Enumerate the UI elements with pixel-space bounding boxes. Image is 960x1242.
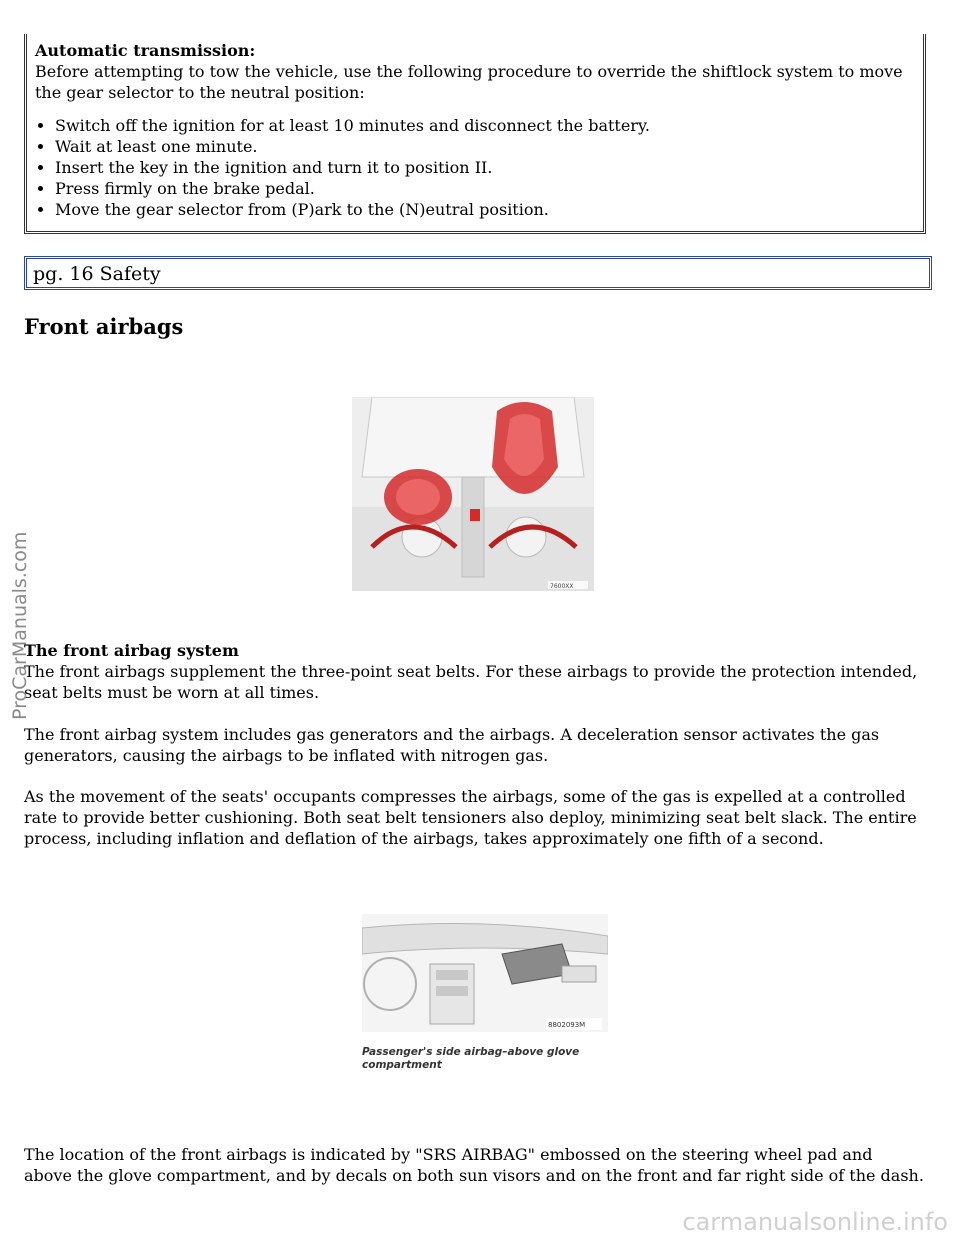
system-paragraph-3: As the movement of the seats' occupants compresses the airbags, some of the gas is expelled at a controlled rate to provide better cushioning. Both seat belt tensioners also deploy, minimizing seat belt slack. The entire process, including inflation and deflation of the airbags, takes approximately one fifth of a second. [24, 787, 917, 848]
footer-watermark: carmanualsonline.info [682, 1208, 948, 1236]
transmission-intro: Before attempting to tow the vehicle, use the following procedure to override the shiftlock system to move the gear selector to the neutral position: [35, 62, 903, 102]
location-section [24, 1144, 924, 1186]
system-paragraph-2-block [24, 724, 924, 766]
front-airbags-illustration [352, 397, 594, 591]
airbag-system-section [24, 640, 924, 703]
figure-caption: Passenger's side airbag–above glove compartment [362, 1046, 580, 1071]
page-header: pg. 16 Safety [24, 256, 932, 290]
list-item: • Wait at least one minute. [55, 136, 915, 157]
list-item: • Move the gear selector from (P)ark to the (N)eutral position. [55, 199, 915, 220]
location-paragraph: The location of the front airbags is indicated by "SRS AIRBAG" embossed on the steering wheel pad and above the glove compartment, and by decals on both sun visors and on the front and far right side of the dash. [24, 1145, 924, 1185]
automatic-transmission-box [24, 34, 926, 234]
transmission-heading: Automatic transmission: [35, 41, 256, 60]
system-paragraph-3-block [24, 786, 924, 849]
list-item: • Switch off the ignition for at least 10 minutes and disconnect the battery. [55, 115, 915, 136]
list-item: • Insert the key in the ignition and turn it to position II. [55, 157, 915, 178]
front-airbags-drawing [352, 397, 594, 591]
list-item: • Press firmly on the brake pedal. [55, 178, 915, 199]
figure-code: 7600XX [550, 583, 574, 590]
dashboard-drawing [362, 914, 608, 1032]
system-paragraph-2: The front airbag system includes gas generators and the airbags. A deceleration sensor activates the gas generators, causing the airbags to be inflated with nitrogen gas. [24, 725, 880, 765]
side-watermark: ProCarManuals.com [9, 531, 31, 720]
transmission-steps-list [35, 115, 915, 220]
dashboard-airbag-illustration [362, 914, 608, 1032]
system-paragraph-1: The front airbags supplement the three-point seat belts. For these airbags to provide the protection intended, seat belts must be worn at all times. [24, 662, 918, 702]
section-subheading: The front airbag system [24, 641, 239, 660]
figure2-code: 8802093M [548, 1021, 586, 1029]
page-title: Front airbags [24, 314, 184, 339]
